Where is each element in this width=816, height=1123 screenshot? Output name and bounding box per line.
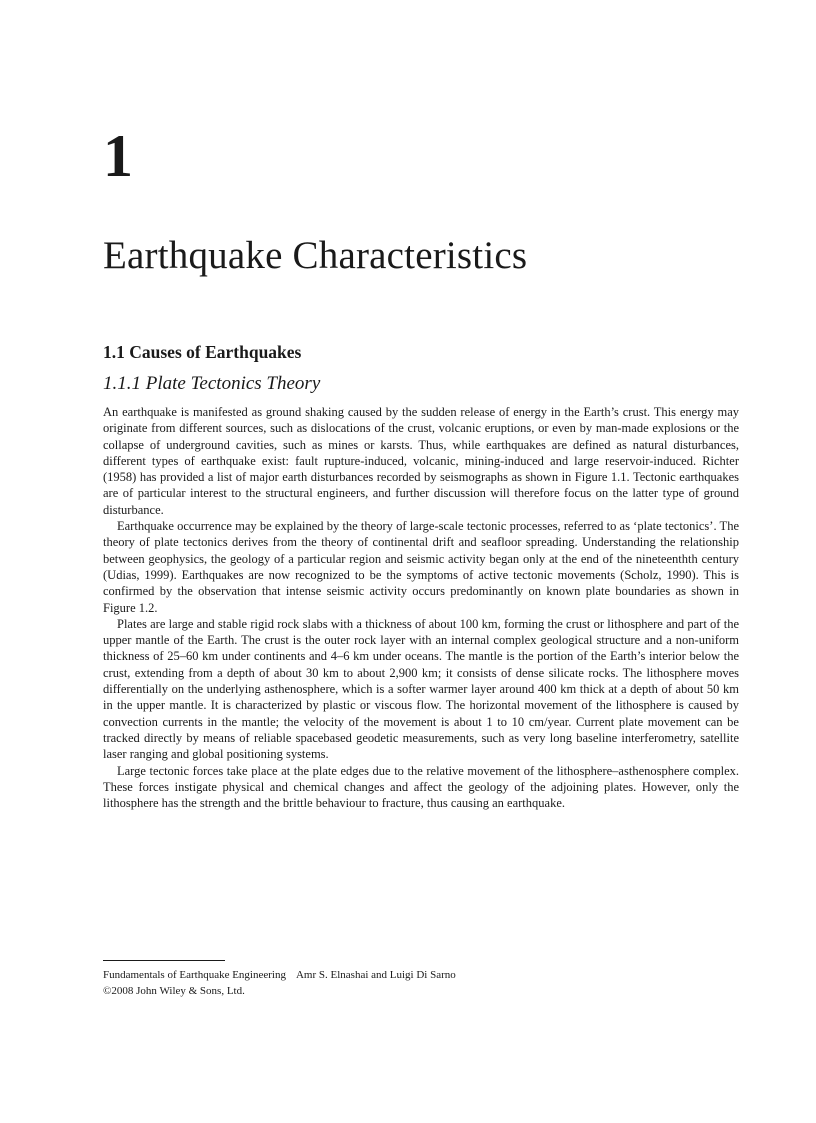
chapter-title: Earthquake Characteristics bbox=[103, 234, 528, 277]
body-text bbox=[103, 404, 739, 811]
footnote-book-title: Fundamentals of Earthquake Engineering bbox=[103, 969, 286, 981]
paragraph: Large tectonic forces take place at the plate edges due to the relative movement of the lithosphere–asthenosphere complex. These forces instigate physical and chemical changes and affect the geology of the adjoining plates. However, only the lithosphere has the strength and the brittle behaviour to fracture, thus causing an earthquake. bbox=[103, 763, 739, 811]
footnote bbox=[103, 967, 456, 999]
footnote-citation bbox=[103, 967, 456, 983]
subsection-heading: 1.1.1 Plate Tectonics Theory bbox=[103, 373, 321, 394]
paragraph: Earthquake occurrence may be explained by the theory of large-scale tectonic processes, referred to as ‘plate tectonics’. The theory of plate tectonics derives from the theory of continental drift and seafloor spreading. Understanding the relationship between geophysics, the geology of a particular region and seismic activity began only at the end of the nineteenthth century (Udias, 1999). Earthquakes are now recognized to be the symptoms of active tectonic movements (Scholz, 1990). This is confirmed by the observation that intense seismic activity occurs predominantly on known plate boundaries as shown in Figure 1.2. bbox=[103, 519, 739, 615]
footnote-copyright: ©2008 John Wiley & Sons, Ltd. bbox=[103, 985, 245, 997]
footnote-authors: Amr S. Elnashai and Luigi Di Sarno bbox=[295, 969, 456, 981]
section-heading: 1.1 Causes of Earthquakes bbox=[103, 342, 302, 362]
paragraph: An earthquake is manifested as ground shaking caused by the sudden release of energy in the Earth’s crust. This energy may originate from different sources, such as dislocations of the crust, volcanic eruptions, or even by man-made explosions or the collapse of underground cavities, such as mines or karsts. Thus, while earthquakes are defined as natural disturbances, different types of earthquake exist: fault rupture-induced, volcanic, mining-induced and large reservoir-induced. Richter (1958) has provided a list of major earth disturbances recorded by seismographs as shown in Figure 1.1. Tectonic earthquakes are of particular interest to the structural engineers, and further discussion will therefore focus on the latter type of ground disturbance. bbox=[103, 405, 739, 517]
footnote-rule bbox=[103, 960, 225, 961]
chapter-number: 1 bbox=[103, 123, 133, 189]
paragraph: Plates are large and stable rigid rock slabs with a thickness of about 100 km, forming the crust or lithosphere and part of the upper mantle of the Earth. The crust is the outer rock layer with an internal complex geological structure and a non-uniform thickness of 25–60 km under continents and 4–6 km under oceans. The mantle is the portion of the Earth’s interior below the crust, extending from a depth of about 30 km to about 2,900 km; it consists of dense silicate rocks. The lithosphere moves differentially on the underlying asthenosphere, which is a softer warmer layer around 400 km thick at a depth of about 50 km in the upper mantle. It is characterized by plastic or viscous flow. The horizontal movement of the lithosphere is caused by convection currents in the mantle; the velocity of the movement is about 1 to 10 cm/year. Current plate movement can be tracked directly by means of reliable spacebased geodetic measurements, such as very long baseline interferometry, satellite laser ranging and global positioning systems. bbox=[103, 616, 739, 762]
